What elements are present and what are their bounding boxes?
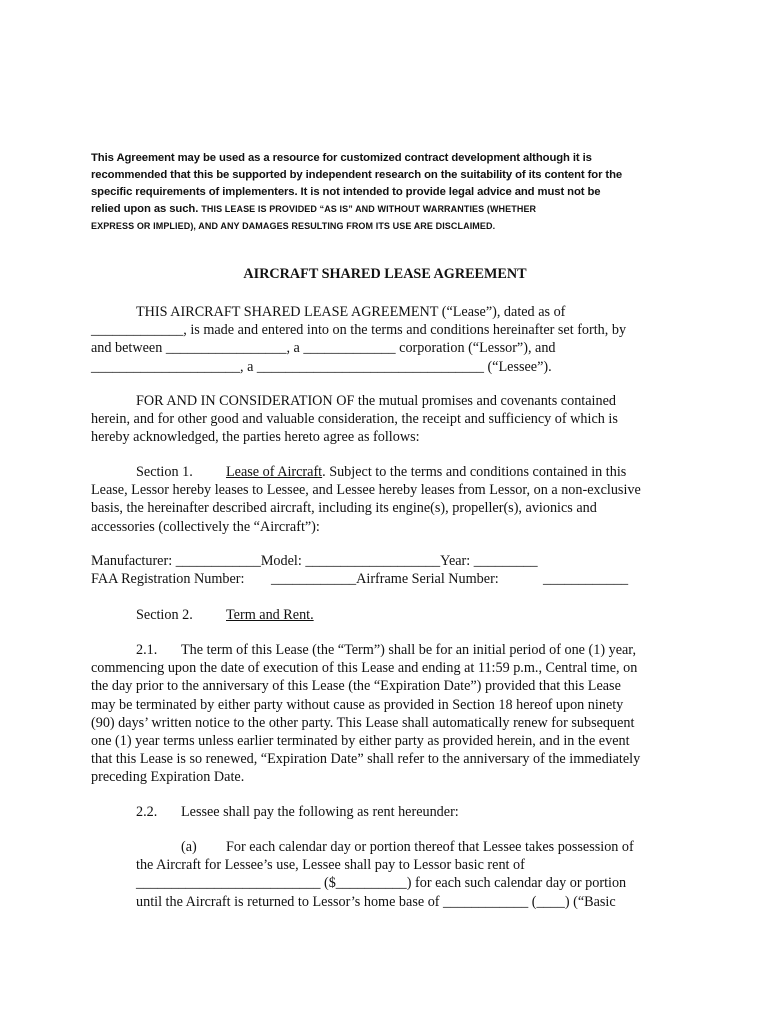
aircraft-fields-line: Manufacturer: ____________Model: ___________________Year: _________ bbox=[91, 553, 538, 569]
agreement-title: AIRCRAFT SHARED LEASE AGREEMENT bbox=[243, 266, 527, 282]
clause-line bbox=[91, 803, 691, 821]
consideration-paragraph bbox=[91, 392, 691, 447]
paragraph-line: accessories (collectively the “Aircraft”): bbox=[91, 518, 320, 535]
paragraph-line: one (1) year terms unless earlier terminated by either party as provided herein, and in the event bbox=[91, 733, 630, 750]
paragraph-text: Lessee shall pay the following as rent hereunder: bbox=[181, 804, 459, 820]
paragraph-text: . Subject to the terms and conditions contained in this bbox=[322, 464, 627, 480]
disclaimer-block bbox=[91, 150, 691, 235]
paragraph-line: _____________, is made and entered into on the terms and conditions hereinafter set forth, by bbox=[91, 322, 627, 339]
section-heading: Lease of Aircraft bbox=[226, 464, 323, 480]
clause-number: 2.1. bbox=[136, 642, 158, 658]
paragraph-line: THIS AIRCRAFT SHARED LEASE AGREEMENT (“Lease”), dated as of bbox=[136, 304, 566, 320]
paragraph-line: preceding Expiration Date. bbox=[91, 769, 245, 786]
paragraph-line: herein, and for other good and valuable consideration, the receipt and sufficiency of which is bbox=[91, 411, 618, 428]
paragraph-line: __________________________ ($__________) for each such calendar day or portion bbox=[136, 875, 627, 892]
field-label: ____________Airframe Serial Number: bbox=[271, 571, 499, 588]
paragraph-line: FOR AND IN CONSIDERATION OF the mutual promises and covenants contained bbox=[136, 393, 616, 409]
disclaimer-line: recommended that this be supported by independent research on the suitability of its content for the bbox=[91, 169, 623, 181]
aircraft-fields bbox=[91, 552, 691, 588]
clause-2-2 bbox=[91, 803, 691, 821]
paragraph-line: (90) days’ written notice to the other party. This Lease shall automatically renew for subsequent bbox=[91, 714, 635, 731]
field-blank: ____________ bbox=[543, 571, 629, 588]
paragraph-text: The term of this Lease (the “Term”) shall be for an initial period of one (1) year, bbox=[181, 642, 637, 658]
paragraph-text: For each calendar day or portion thereof that Lessee takes possession of bbox=[226, 839, 634, 855]
clause-label: (a) bbox=[181, 839, 197, 855]
paragraph-line: until the Aircraft is returned to Lessor’s home base of ____________ (____) (“Basic bbox=[136, 893, 616, 910]
paragraph-line: basis, the hereinafter described aircraft, including its engine(s), propeller(s), avionics and bbox=[91, 500, 597, 517]
section-heading: Term and Rent. bbox=[226, 607, 314, 623]
section-1-first-line bbox=[91, 463, 691, 481]
paragraph-line: may be terminated by either party without cause as provided in Section 18 hereof upon ninety bbox=[91, 696, 624, 713]
aircraft-fields-line bbox=[91, 570, 691, 588]
paragraph-line: commencing upon the date of execution of this Lease and ending at 11:59 p.m., Central time, on bbox=[91, 660, 638, 677]
clause-2-2-a bbox=[136, 838, 696, 911]
clause-2-1 bbox=[91, 641, 691, 787]
paragraph-line: _____________________, a ________________________________ (“Lessee”). bbox=[91, 358, 552, 375]
clause-number: 2.2. bbox=[136, 804, 158, 820]
disclaimer-line: specific requirements of implementers. It is not intended to provide legal advice and must not be bbox=[91, 186, 601, 198]
paragraph-line: and between _________________, a _____________ corporation (“Lessor”), and bbox=[91, 340, 556, 357]
paragraph-line: the Aircraft for Lessee’s use, Lessee shall pay to Lessor basic rent of bbox=[136, 857, 525, 874]
disclaimer-warranty-text: THIS LEASE IS PROVIDED “AS IS” AND WITHOUT WARRANTIES (WHETHER bbox=[201, 204, 537, 214]
disclaimer-warranty-text: EXPRESS OR IMPLIED), AND ANY DAMAGES RESULTING FROM ITS USE ARE DISCLAIMED. bbox=[91, 221, 496, 231]
clause-first-line bbox=[136, 838, 696, 856]
disclaimer-line bbox=[91, 201, 691, 218]
disclaimer-line: This Agreement may be used as a resource for customized contract development although it is bbox=[91, 152, 592, 164]
paragraph-line: hereby acknowledged, the parties hereto agree as follows: bbox=[91, 429, 420, 446]
section-number: Section 2. bbox=[136, 607, 193, 623]
paragraph-line: that this Lease is so renewed, “Expiration Date” shall refer to the anniversary of the immediately bbox=[91, 751, 641, 768]
paragraph-line: Lease, Lessor hereby leases to Lessee, and Lessee hereby leases from Lessor, on a non-exclusive bbox=[91, 482, 641, 499]
disclaimer-text: relied upon as such. bbox=[91, 203, 202, 215]
field-label: FAA Registration Number: bbox=[91, 571, 245, 588]
intro-paragraph bbox=[91, 303, 691, 376]
section-2 bbox=[91, 606, 691, 624]
section-2-line bbox=[91, 606, 691, 624]
section-1 bbox=[91, 463, 691, 536]
paragraph-line: the day prior to the anniversary of this Lease (the “Expiration Date”) provided that this Lease bbox=[91, 678, 621, 695]
clause-first-line bbox=[91, 641, 691, 659]
section-number: Section 1. bbox=[136, 464, 193, 480]
